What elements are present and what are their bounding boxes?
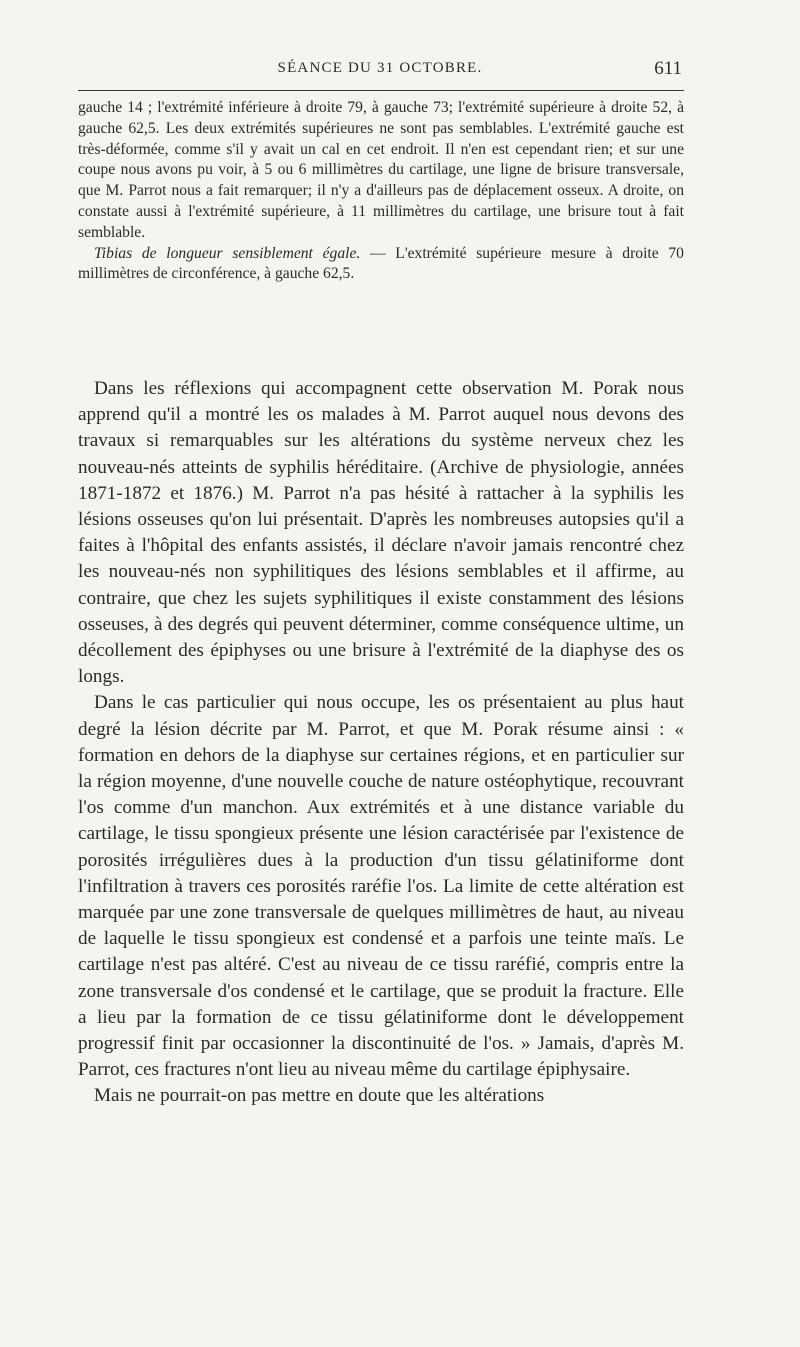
tibias-paragraph	[78, 244, 684, 286]
tibias-measure: — L'extrémité supérieure mesure à droite 70 millimètres de circonférence, à gauche 62,5.	[78, 244, 684, 283]
body-paragraph-1: Dans les réflexions qui accompagnent cette observation M. Porak nous apprend qu'il a montré les os malades à M. Parrot auquel nous devons des travaux si remarquables sur les altérations du système nerveux chez les nouveau-nés atteints de syphilis héréditaire. (Archive de physiologie, années 1871-1872 et 1876.) M. Parrot n'a pas hésité à rattacher à la syphilis les lésions osseuses qu'on lui présentait. D'après les nombreuses autopsies qu'il a faites à l'hôpital des enfants assistés, il déclare n'avoir jamais rencontré chez les nouveau-nés non syphilitiques des lésions semblables et il affirme, au contraire, que chez les sujets syphilitiques il existe constamment des lésions osseuses, à des degrés qui peuvent déterminer, comme conséquence ultime, un décollement des épiphyses ou une brisure à l'extrémité de la diaphyse des os longs.	[78, 378, 684, 688]
header-rule	[78, 90, 684, 91]
page-number: 611	[654, 58, 682, 79]
running-head	[78, 58, 682, 84]
running-title: SÉANCE DU 31 OCTOBRE.	[277, 60, 483, 76]
observation-text	[78, 98, 684, 285]
body-paragraph-2: Dans le cas particulier qui nous occupe, les os présentaient au plus haut degré la lésion décrite par M. Parrot, et que M. Porak résume ainsi : « formation en dehors de la diaphyse sur certaines régions, et en particulier sur la région moyenne, d'une nouvelle couche de nature ostéophytique, recouvrant l'os comme d'un manchon. Aux extrémités et à une distance variable du cartilage, le tissu spongieux présente une lésion caractérisée par l'existence de porosités irrégulières dues à la production d'un tissu gélatiniforme dont l'infiltration à travers ces porosités raréfie l'os. La limite de cette altération est marquée par une zone transversale de quelques millimètres de haut, au niveau de laquelle le tissu spongieux est condensé et a parfois une teinte maïs. Le cartilage n'est pas altéré. C'est au niveau de ce tissu raréfié, compris entre la zone transversale d'os condensé et le cartilage, que se produit la fracture. Elle a lieu par la formation de ce tissu gélatiniforme dont le développement progressif finit par occasionner la discontinuité de l'os. » Jamais, d'après M. Parrot, ces fractures n'ont lieu au niveau même du cartilage épiphysaire.	[78, 692, 684, 1081]
observation-paragraph: gauche 14 ; l'extrémité inférieure à droite 79, à gauche 73; l'extrémité supérieure à droite 52, à gauche 62,5. Les deux extrémités supérieures ne sont pas semblables. L'extrémité gauche est très-déformée, comme s'il y avait un cal en cet endroit. Il n'en est cependant rien; et sur une coupe nous avons pu voir, à 5 ou 6 millimètres du cartilage, une ligne de brisure transversale, que M. Parrot nous a fait remarquer; il n'y a d'ailleurs pas de déplacement osseux. A droite, on constate aussi à l'extrémité supérieure, à 11 millimètres du cartilage, une brisure tout à fait semblable.	[78, 99, 684, 241]
body-text	[78, 376, 684, 1110]
body-paragraph-3: Mais ne pourrait-on pas mettre en doute que les altérations	[94, 1085, 545, 1107]
tibias-heading: Tibias de longueur sensiblement égale.	[94, 244, 361, 262]
